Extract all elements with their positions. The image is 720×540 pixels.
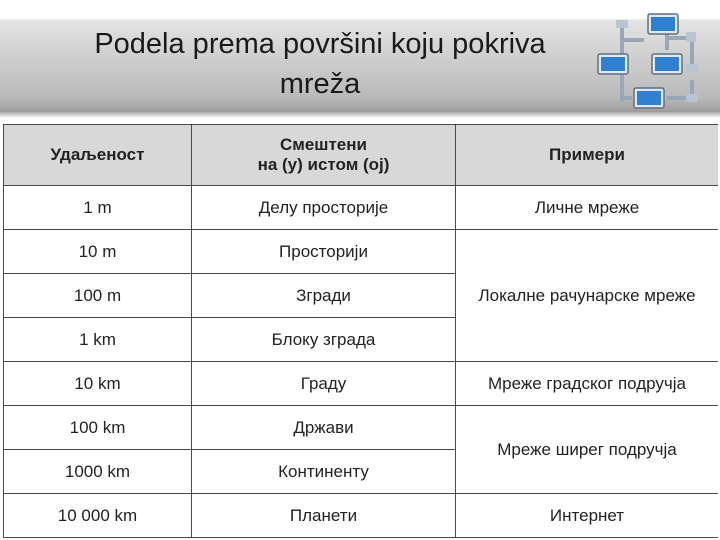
header-located-line2: на (у) истом (ој) xyxy=(257,155,390,174)
cell-located: Згради xyxy=(192,274,456,318)
cell-located: Држави xyxy=(192,406,456,450)
cell-located: Просторији xyxy=(192,230,456,274)
cell-distance: 10 km xyxy=(4,362,192,406)
header-located xyxy=(192,125,456,186)
cell-distance: 100 km xyxy=(4,406,192,450)
cell-located: Делу просторије xyxy=(192,186,456,230)
slide-title-line1: Podela prema površini koju pokriva xyxy=(94,28,546,60)
cell-example-local: Локалне рачунарске мреже xyxy=(456,230,719,362)
cell-example-personal: Личне мреже xyxy=(456,186,719,230)
cell-located: Планети xyxy=(192,494,456,538)
header-located-line1: Смештени xyxy=(280,135,367,154)
cell-distance: 1000 km xyxy=(4,450,192,494)
cell-example-internet: Интернет xyxy=(456,494,719,538)
table-row xyxy=(4,230,719,274)
cell-distance: 100 m xyxy=(4,274,192,318)
header-examples: Примери xyxy=(456,125,719,186)
cell-distance: 10 000 km xyxy=(4,494,192,538)
cell-located: Блоку зграда xyxy=(192,318,456,362)
header-distance: Удаљеност xyxy=(4,125,192,186)
table-row xyxy=(4,362,719,406)
slide-header xyxy=(0,0,720,118)
cell-example-metro: Мреже градског подручја xyxy=(456,362,719,406)
table-row xyxy=(4,186,719,230)
cell-distance: 1 km xyxy=(4,318,192,362)
table-row xyxy=(4,494,719,538)
cell-distance: 1 m xyxy=(4,186,192,230)
cell-located: Граду xyxy=(192,362,456,406)
cell-distance: 10 m xyxy=(4,230,192,274)
slide-title-line2: mreža xyxy=(279,68,361,100)
table-row xyxy=(4,406,719,450)
cell-example-wide: Мреже ширег подручја xyxy=(456,406,719,494)
network-coverage-table-container xyxy=(3,124,718,540)
slide-title xyxy=(20,24,620,104)
network-diagram-icon xyxy=(592,10,710,114)
network-coverage-table xyxy=(3,124,718,538)
table-header-row xyxy=(4,125,719,186)
cell-located: Континенту xyxy=(192,450,456,494)
